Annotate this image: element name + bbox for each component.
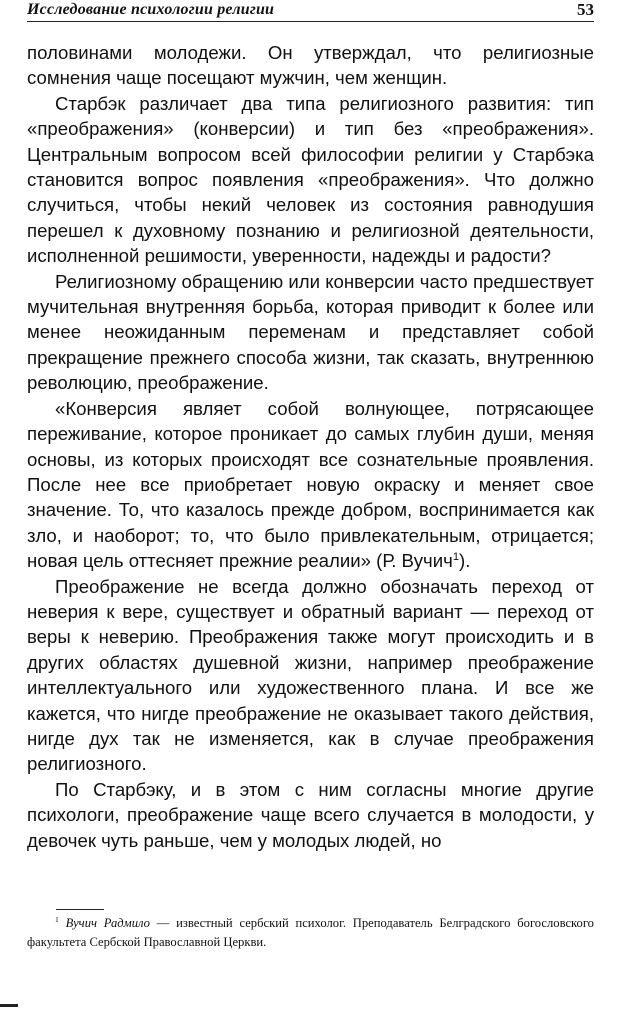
quote-end: ).: [459, 550, 471, 572]
quote-text: «Конверсия являет собой волнующее, потрясающее переживание, которое проникает до самых глубин души, меняя основы, из которых происходят все сознательные проявления. После нее все приобретает новую окраску и меняет свое значение. То, что казалось прежде добром, воспринимается как зло, и наоборот; то, что было привлекательным, отрицается; новая цель оттесняет прежние реалии» (Р. Вучич: [27, 397, 594, 572]
paragraph-transformation-directions: Преображение не всегда должно обозначать переход от неверия к вере, существует и обратный вариант — переход от веры к неверию. Преображения также могут происходить и в других областях душевной жизни, например преображение интеллектуального или художественного плана. И все же кажется, что нигде преображение не оказывает такого действия, нигде дух так не изменяется, как в случае преображения религиозного.: [27, 575, 594, 775]
footnote-marker: 1: [55, 914, 59, 924]
footnote: [27, 914, 594, 952]
running-head: [27, 0, 594, 22]
footnote-rule: [56, 909, 104, 910]
footnote-text: — известный сербский психолог. Преподаватель Белградского богословского факультета Сербской Православной Церкви.: [27, 916, 594, 949]
paragraph-conversion-struggle: Религиозному обращению или конверсии часто предшествует мучительная внутренняя борьба, которая приводит к более или менее неожиданным переменам и представляет собой прекращение прежнего способа жизни, так сказать, внутреннюю революцию, преображение.: [27, 270, 594, 394]
footnote-reference[interactable]: 1: [452, 550, 460, 563]
footnote-name: Вучич Радмило: [65, 916, 150, 930]
page-number: 53: [577, 0, 594, 19]
paragraph-starbuck-youth: По Старбэку, и в этом с ним согласны многие другие психологи, преображение чаще всего случается в молодости, у девочек чуть раньше, чем у молодых людей, но: [27, 778, 594, 851]
paragraph-vucic-quote: [27, 396, 594, 574]
paragraph-continuation: половинами молодежи. Он утверждал, что религиозные сомнения чаще посещают мужчин, чем женщин.: [27, 42, 594, 89]
page-corner-mark: [0, 1004, 18, 1007]
body-text: [27, 40, 594, 853]
running-title: Исследование психологии религии: [27, 1, 275, 18]
paragraph-starbuck-types: Старбэк различает два типа религиозного развития: тип «преображения» (конверсии) и тип без «преображения». Центральным вопросом всей философии религии у Старбэка становится вопрос появления «преображения». Что должно случиться, чтобы некий человек из состояния равнодушия перешел к духовному познанию и религиозной деятельности, исполненной решимости, уверенности, надежды и радости?: [27, 92, 594, 267]
